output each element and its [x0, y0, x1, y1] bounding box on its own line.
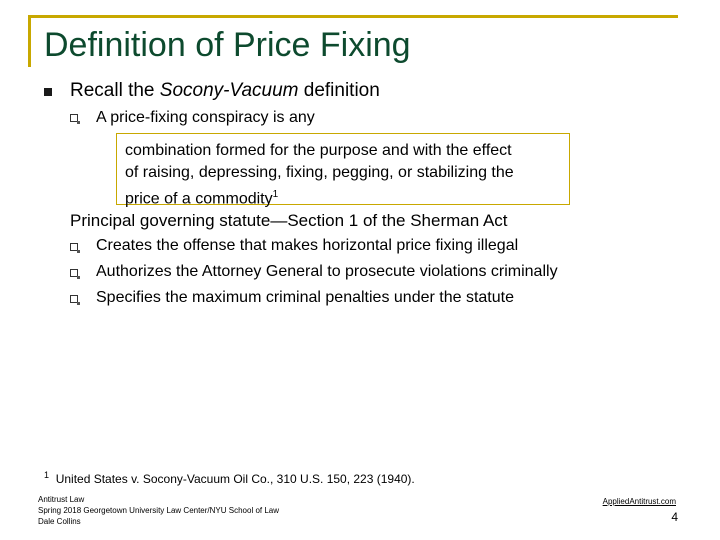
statute-bullet: Authorizes the Attorney General to prosecute violations criminally: [96, 263, 558, 280]
hollow-square-bullet-icon: [70, 114, 78, 122]
quote-line: of raising, depressing, fixing, pegging, or stabilizing the: [125, 164, 514, 181]
hollow-square-bullet-icon: [70, 295, 78, 303]
footer-instructor: Dale Collins: [38, 517, 81, 526]
hollow-square-bullet-icon: [70, 269, 78, 277]
recall-suffix: definition: [298, 80, 380, 101]
title-rule-left: [28, 15, 31, 67]
statute-heading: Principal governing statute—Section 1 of the Sherman Act: [70, 211, 508, 230]
recall-prefix: Recall the: [70, 80, 160, 101]
footer-website-link[interactable]: AppliedAntitrust.com: [602, 497, 676, 506]
quote-line: combination formed for the purpose and with the effect: [125, 142, 512, 159]
case-name: Socony-Vacuum: [159, 80, 299, 101]
page-number: 4: [671, 510, 678, 524]
footnote: [44, 470, 415, 486]
definition-quote: [125, 140, 514, 210]
recall-bullet-text: [70, 80, 380, 102]
sub-bullet-text: A price-fixing conspiracy is any: [96, 109, 315, 126]
statute-bullet: Creates the offense that makes horizontal price fixing illegal: [96, 237, 519, 254]
hollow-square-bullet-icon: [70, 243, 78, 251]
footnote-text: United States v. Socony-Vacuum Oil Co., 310 U.S. 150, 223 (1940).: [55, 472, 415, 486]
definition-quote-box: [116, 133, 570, 208]
footnote-mark: 1: [272, 189, 279, 200]
title-rule-top: [28, 15, 678, 18]
footer-info: [38, 494, 279, 527]
square-bullet-icon: [44, 88, 52, 96]
footer-course: Antitrust Law: [38, 495, 85, 504]
footer-term: Spring 2018 Georgetown University Law Center/NYU School of Law: [38, 506, 280, 515]
quote-line: price of a commodity$^1$: [125, 189, 279, 208]
page-title: Definition of Price Fixing: [44, 26, 411, 64]
footnote-number: 1: [44, 470, 50, 480]
statute-bullet: Specifies the maximum criminal penalties under the statute: [96, 289, 514, 306]
